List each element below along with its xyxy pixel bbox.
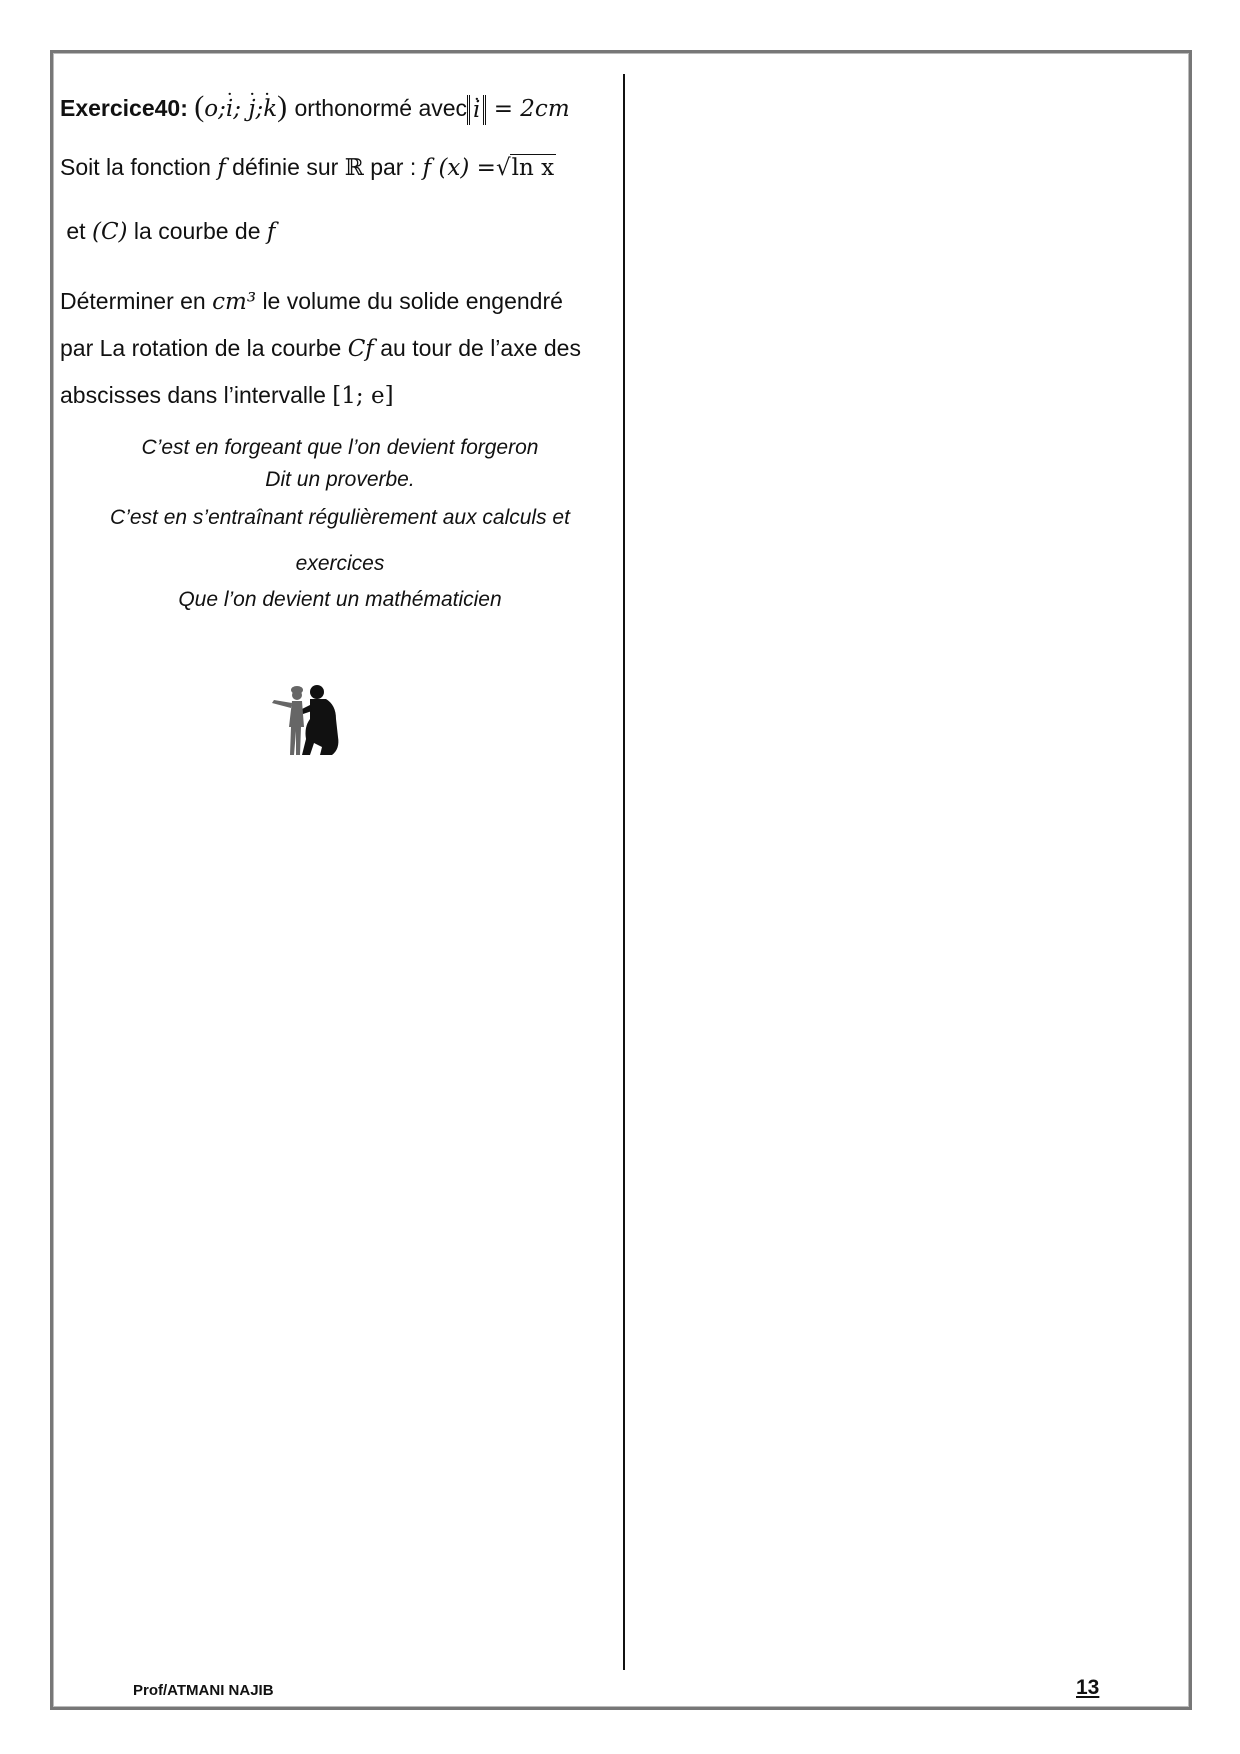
curve-symbol: (C)	[91, 219, 128, 245]
quote-line-1: C’est en forgeant que l’on devient forgeron	[141, 436, 539, 459]
rotation-text: par La rotation de la courbe	[60, 335, 342, 361]
question-line-1	[60, 288, 563, 315]
parent-child-silhouette-icon	[270, 683, 350, 757]
par-text: par :	[370, 154, 417, 180]
function-definition-line	[60, 154, 556, 181]
curve-cf-symbol: Cf	[347, 336, 374, 362]
function-symbol-2: f	[266, 219, 276, 245]
unit-cm3: cm³	[212, 289, 257, 315]
courbe-de-text: la courbe de	[133, 218, 261, 244]
axis-text: au tour de l’axe des	[380, 335, 581, 361]
quote-line-2: Dit un proverbe.	[265, 468, 415, 491]
norm-expression: · i = 2cm	[467, 96, 570, 122]
quote-line-4: exercices	[295, 552, 385, 575]
orthonorme-text: orthonormé avec	[294, 95, 468, 121]
quote-line-5: Que l’on devient un mathématicien	[178, 588, 502, 611]
volume-text: le volume du solide engendré	[262, 288, 563, 314]
exercise-title: Exercice40:	[60, 95, 188, 121]
repere-notation: (o;· i; · j;· k)	[194, 96, 294, 122]
author-name: Prof/ATMANI NAJIB	[133, 1682, 274, 1699]
exercise-header-line	[60, 90, 570, 125]
determiner-text: Déterminer en	[60, 288, 206, 314]
interval-text: abscisses dans l’intervalle	[60, 382, 326, 408]
column-divider	[623, 74, 625, 1670]
defined-on-text: définie sur	[232, 154, 339, 180]
question-line-2	[60, 335, 581, 362]
function-intro-text: Soit la fonction	[60, 154, 211, 180]
fx-expression: f (x) =	[422, 155, 496, 181]
interval-expression: [1; e]	[332, 383, 394, 409]
quote-line-3: C’est en s’entraînant régulièrement aux calculs et	[110, 506, 570, 529]
et-text: et	[66, 218, 86, 244]
page-number: 13	[1076, 1676, 1100, 1699]
sqrt-expression: √ln x	[495, 155, 555, 181]
curve-definition-line	[60, 218, 275, 245]
function-symbol: f	[217, 155, 226, 181]
question-line-3	[60, 382, 394, 409]
reals-symbol: ℝ	[344, 155, 364, 181]
